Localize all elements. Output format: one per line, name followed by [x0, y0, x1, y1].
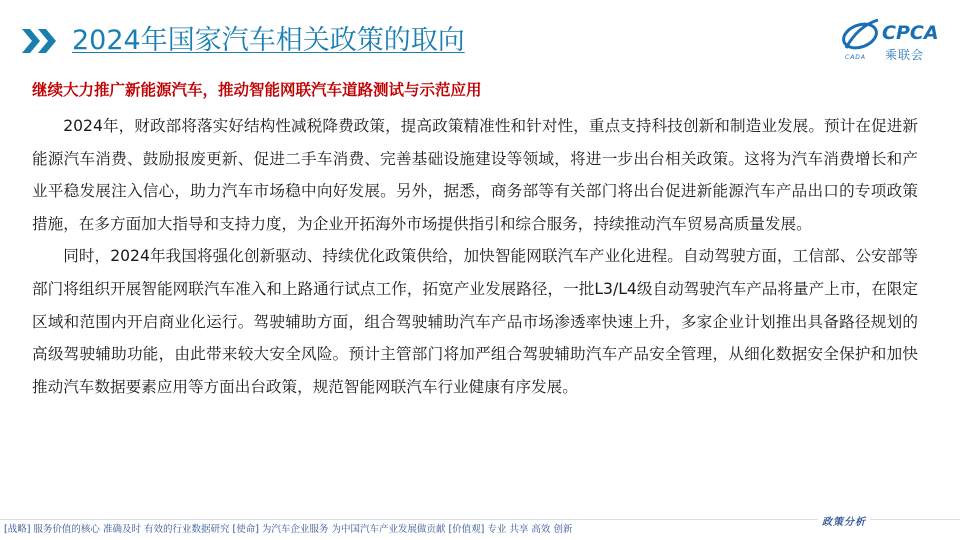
cpca-logo-icon	[838, 14, 884, 58]
paragraph: 同时，2024年我国将强化创新驱动、持续优化政策供给，加快智能网联汽车产业化进程。自动驾驶方面，工信部、公安部等部门将组织开展智能网联汽车准入和上路通行试点工作，拓宽产业发展路径，一批L3/L4级自动驾驶汽车产品将量产上市，在限定区域和范围内开启商业化运行。驾驶辅助方面，组合驾驶辅助汽车产品市场渗透率快速上升，多家企业计划推出具备路径规划的高级驾驶辅助功能，由此带来较大安全风险。预计主管部门将加严组合驾驶辅助汽车产品安全管理，从细化数据安全保护和加快推动汽车数据要素应用等方面出台政策，规范智能网联汽车行业健康有序发展。	[32, 247, 918, 396]
logo-text: CPCA	[882, 22, 939, 44]
double-chevron-right-icon	[22, 29, 68, 53]
footer-divider	[0, 519, 960, 520]
paragraph: 2024年，财政部将落实好结构性减税降费政策，提高政策精准性和针对性，重点支持科技创新和制造业发展。预计在促进新能源汽车消费、鼓励报废更新、促进二手车消费、完善基础设施建设等领域，将进一步出台相关政策。这将为汽车消费增长和产业平稳发展注入信心，助力汽车市场稳中向好发展。另外，据悉，商务部等有关部门将出台促进新能源汽车产品出口的专项政策措施，在多方面加大指导和支持力度，为企业开拓海外市场提供指引和综合服务，持续推动汽车贸易高质量发展。	[32, 117, 918, 233]
section-subtitle: 继续大力推广新能源汽车，推动智能网联汽车道路测试与示范应用	[32, 81, 482, 99]
logo-subtext: 乘联会	[885, 48, 925, 62]
footer-ticker: [战略] 服务价值的核心 准确及时 有效的行业数据研究 [使命] 为汽车企业服务 为中国汽车产业发展做贡献 [价值观] 专业 共享 高效 创新	[4, 524, 573, 535]
cpca-logo	[838, 14, 950, 66]
footer-section-tag: 政策分析	[818, 513, 870, 528]
body-text	[32, 110, 918, 403]
logo-small-text: CADA	[845, 54, 867, 61]
page-title: 2024年国家汽车相关政策的取向	[72, 25, 465, 56]
